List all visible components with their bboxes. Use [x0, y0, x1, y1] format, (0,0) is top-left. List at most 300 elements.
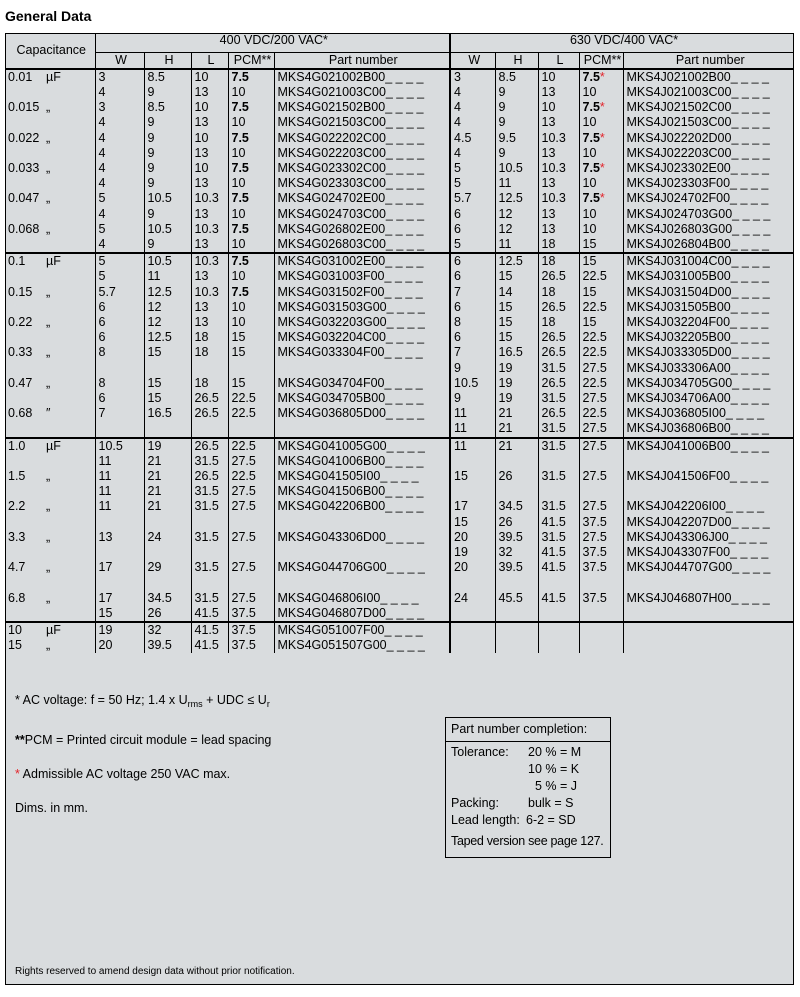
table-row [5, 269, 794, 284]
cell-pcm-value: 7.5 [231, 160, 249, 175]
cell-part-number-value: MKS4J024703G00_ _ _ _ [626, 206, 771, 221]
cell-w [450, 222, 495, 237]
cell-part-number [623, 330, 794, 345]
cell-w [95, 469, 144, 484]
cell-h [144, 69, 191, 85]
cell-h [495, 345, 538, 360]
cell-pcm-value: 7.5 [231, 191, 249, 206]
table-row [5, 361, 794, 376]
cell-pcm-value: 27.5 [582, 390, 607, 405]
cell-pcm [228, 100, 274, 115]
cell-pcm [228, 361, 274, 376]
cell-part-number-value: MKS4G026803C00_ _ _ _ [277, 236, 425, 251]
cell-part-number [274, 100, 450, 115]
cell-l-value: 18 [541, 254, 556, 269]
part-number-completion-box [445, 717, 611, 858]
cell-w [450, 454, 495, 469]
cell-h-value: 9 [147, 176, 155, 191]
cell-pcm-value: 15 [231, 345, 246, 360]
cell-l [191, 438, 228, 454]
cell-h [144, 421, 191, 437]
cell-h-value: 9 [498, 145, 506, 160]
cell-l-value: 10 [541, 69, 556, 84]
cell-part-number [623, 438, 794, 454]
cell-w-value: 20 [98, 638, 113, 653]
capacitance-cell [5, 161, 95, 176]
cell-w-value: 8 [98, 375, 106, 390]
cell-part-number [623, 591, 794, 606]
cell-w [95, 285, 144, 300]
capacitance-cell [5, 499, 95, 514]
cell-h [144, 530, 191, 545]
cell-part-number-value: MKS4J042207D00_ _ _ _ [626, 514, 770, 529]
capacitance-value: 0.15 [8, 284, 33, 299]
cell-l [191, 253, 228, 269]
cell-part-number-value: MKS4J033305D00_ _ _ _ [626, 345, 770, 360]
cell-l [191, 115, 228, 130]
capacitance-value: 0.068 [8, 221, 40, 236]
cell-pcm [228, 622, 274, 638]
cell-part-number-value: MKS4G046807D00_ _ _ _ [277, 605, 425, 620]
cell-h-value: 15 [498, 269, 513, 284]
cell-w-value: 10.5 [98, 438, 123, 453]
cell-h-value: 10.5 [147, 191, 172, 206]
cell-part-number-value: MKS4J022202D00_ _ _ _ [626, 130, 770, 145]
cell-h-value: 21 [147, 499, 162, 514]
header-h: H [144, 52, 191, 69]
cell-pcm-value: 7.5 [582, 160, 600, 175]
cell-w [450, 622, 495, 638]
cell-w-value: 6 [98, 390, 106, 405]
cell-w-value: 11 [454, 438, 467, 453]
cell-l [538, 131, 579, 146]
cell-w-value: 6 [454, 269, 461, 284]
capacitance-unit: „ [46, 314, 51, 329]
cell-h [495, 285, 538, 300]
packing-value: bulk = S [528, 796, 574, 810]
cell-part-number-value: MKS4J034706A00_ _ _ _ [626, 390, 769, 405]
cell-pcm-value: 15 [582, 314, 597, 329]
cell-pcm [579, 376, 623, 391]
cell-part-number [623, 421, 794, 437]
cell-w [95, 69, 144, 85]
cell-h-value: 45.5 [498, 590, 523, 605]
cell-part-number-value: MKS4G041006B00_ _ _ _ [277, 453, 424, 468]
cell-pcm-value: 27.5 [582, 529, 607, 544]
note-red-star: * [15, 767, 20, 781]
cell-l-value: 13 [194, 115, 209, 130]
cell-h-value: 12 [147, 314, 162, 329]
cell-pcm-value: 10 [231, 206, 246, 221]
cell-part-number [623, 545, 794, 560]
cell-h-value: 19 [498, 360, 513, 375]
cell-part-number [274, 622, 450, 638]
table-row [5, 191, 794, 206]
capacitance-cell [5, 622, 95, 638]
cell-l [191, 622, 228, 638]
cell-pcm-value: 22.5 [231, 438, 256, 453]
cell-part-number [274, 484, 450, 499]
cell-pcm-value: 37.5 [582, 514, 607, 529]
cell-w [450, 484, 495, 499]
cell-l [538, 85, 579, 100]
cell-pcm [579, 115, 623, 130]
capacitance-value: 1.0 [8, 438, 26, 453]
cell-w-value: 6 [98, 314, 106, 329]
cell-l-value: 41.5 [541, 514, 566, 529]
table-row [5, 253, 794, 269]
cell-h-value: 19 [498, 390, 513, 405]
cell-l-value: 41.5 [541, 560, 566, 575]
cell-h [144, 131, 191, 146]
table-row [5, 575, 794, 590]
cell-part-number [274, 469, 450, 484]
table-row [5, 438, 794, 454]
cell-part-number-value: MKS4G043306D00_ _ _ _ [277, 529, 425, 544]
cell-part-number [274, 361, 450, 376]
cell-h [144, 300, 191, 315]
cell-pcm-value: 27.5 [231, 484, 256, 499]
cell-part-number [623, 300, 794, 315]
cell-pcm-value: 22.5 [582, 345, 607, 360]
cell-w-value: 4 [98, 176, 106, 191]
cell-pcm-value: 22.5 [231, 468, 256, 483]
cell-pcm [228, 115, 274, 130]
cell-l-value: 13 [194, 206, 209, 221]
cell-l-value: 13 [541, 84, 556, 99]
cell-h [144, 85, 191, 100]
cell-w [95, 100, 144, 115]
cell-part-number [274, 146, 450, 161]
cell-h-value: 9 [498, 84, 506, 99]
cell-part-number [274, 285, 450, 300]
cell-h-value: 15 [147, 345, 162, 360]
cell-l [538, 300, 579, 315]
cell-pcm [228, 499, 274, 514]
cell-l [191, 545, 228, 560]
cell-part-number [623, 269, 794, 284]
cell-w-value: 3 [98, 69, 106, 84]
capacitance-cell [5, 454, 95, 469]
cell-pcm [579, 622, 623, 638]
cell-part-number [274, 421, 450, 437]
capacitance-unit: „ [46, 100, 51, 115]
cell-h-value: 10.5 [147, 254, 172, 269]
cell-part-number [274, 545, 450, 560]
cell-w [450, 237, 495, 253]
cell-l-value: 10.3 [194, 254, 219, 269]
cell-h [144, 406, 191, 421]
cell-h [144, 545, 191, 560]
red-asterisk-mark: * [599, 191, 605, 206]
cell-w [450, 115, 495, 130]
cell-w [95, 575, 144, 590]
cell-part-number [623, 622, 794, 638]
cell-w-value: 4 [454, 145, 461, 160]
cell-w-value: 11 [98, 468, 112, 483]
cell-h [495, 638, 538, 653]
cell-part-number [623, 253, 794, 269]
cell-l-value: 10.3 [194, 221, 219, 236]
capacitance-unit: „ [46, 638, 51, 653]
cell-w [450, 300, 495, 315]
cell-part-number-value: MKS4G051507G00_ _ _ _ [277, 638, 425, 653]
header-l: L [191, 52, 228, 69]
cell-w [450, 176, 495, 191]
cell-l [538, 484, 579, 499]
cell-h-value: 21 [147, 468, 162, 483]
capacitance-unit: „ [46, 130, 51, 145]
cell-h-value: 19 [147, 438, 162, 453]
cell-pcm-value: 10 [231, 299, 246, 314]
table-row [5, 300, 794, 315]
cell-h [144, 575, 191, 590]
table-row [5, 469, 794, 484]
capacitance-cell [5, 100, 95, 115]
cell-h-value: 9 [147, 206, 155, 221]
capacitance-cell [5, 285, 95, 300]
cell-h [495, 406, 538, 421]
cell-pcm [579, 315, 623, 330]
cell-part-number-value: MKS4J042206I00_ _ _ _ [626, 499, 765, 514]
capacitance-cell [5, 406, 95, 421]
cell-l [538, 176, 579, 191]
cell-pcm [579, 591, 623, 606]
cell-part-number-value: MKS4J026803G00_ _ _ _ [626, 221, 771, 236]
lead-length-value: 6-2 = SD [526, 813, 576, 827]
cell-w-value: 8 [98, 345, 106, 360]
cell-pcm-value: 27.5 [582, 499, 607, 514]
capacitance-unit: ″ [46, 406, 51, 421]
cell-part-number-value: MKS4G041505I00_ _ _ _ [277, 468, 419, 483]
capacitance-cell [5, 345, 95, 360]
header-part-number: Part number [623, 52, 794, 69]
capacitance-cell [5, 222, 95, 237]
cell-pcm [579, 161, 623, 176]
cell-pcm [579, 131, 623, 146]
note-pcm-stars: ** [15, 733, 25, 747]
capacitance-value: 0.047 [8, 191, 40, 206]
capacitance-unit: „ [46, 284, 51, 299]
cell-l [191, 361, 228, 376]
capacitance-cell [5, 376, 95, 391]
table-body [5, 69, 794, 654]
cell-h-value: 16.5 [498, 345, 523, 360]
cell-l [538, 438, 579, 454]
cell-l [191, 237, 228, 253]
cell-w [450, 515, 495, 530]
cell-h [144, 361, 191, 376]
cell-l [191, 300, 228, 315]
table-row [5, 285, 794, 300]
cell-w [95, 207, 144, 222]
cell-pcm-value: 27.5 [582, 421, 607, 436]
cell-part-number-value: MKS4G026802E00_ _ _ _ [277, 221, 424, 236]
cell-h [144, 376, 191, 391]
cell-part-number [274, 115, 450, 130]
cell-l-value: 13 [194, 145, 209, 160]
capacitance-value: 0.022 [8, 130, 40, 145]
cell-pcm [579, 530, 623, 545]
cell-w [450, 345, 495, 360]
cell-w-value: 6 [454, 299, 461, 314]
table-row [5, 421, 794, 437]
cell-part-number [623, 191, 794, 206]
cell-pcm-value: 27.5 [231, 560, 256, 575]
cell-l [191, 638, 228, 653]
capacitance-cell [5, 300, 95, 315]
cell-l [538, 115, 579, 130]
cell-w-value: 24 [454, 590, 468, 605]
cell-pcm [579, 454, 623, 469]
cell-pcm [228, 484, 274, 499]
header-group-630v: 630 VDC/400 VAC* [450, 33, 794, 52]
note-admissible-ac-text: Admissible AC voltage 250 VAC max. [19, 767, 231, 781]
cell-l [191, 315, 228, 330]
cell-pcm [228, 207, 274, 222]
cell-l [538, 237, 579, 253]
cell-w-value: 4 [98, 115, 106, 130]
cell-l-value: 41.5 [541, 590, 566, 605]
cell-l-value: 10 [194, 100, 209, 115]
header-h: H [495, 52, 538, 69]
cell-h-value: 12 [498, 221, 513, 236]
cell-part-number-value: MKS4G036805D00_ _ _ _ [277, 406, 425, 421]
cell-part-number [274, 515, 450, 530]
table-row [5, 85, 794, 100]
cell-w-value: 7 [98, 406, 106, 421]
cell-h [495, 530, 538, 545]
capacitance-cell [5, 515, 95, 530]
capacitance-unit: „ [46, 160, 51, 175]
note-subscript-r: r [266, 699, 270, 709]
cell-l [538, 469, 579, 484]
cell-pcm-value: 10 [231, 115, 246, 130]
cell-pcm [228, 146, 274, 161]
capacitance-value: 6.8 [8, 590, 26, 605]
cell-part-number-value: MKS4J023303F00_ _ _ _ [626, 176, 769, 191]
cell-l-value: 31.5 [541, 390, 566, 405]
cell-pcm-value: 37.5 [582, 590, 607, 605]
cell-l-value: 18 [194, 330, 209, 345]
cell-w [95, 376, 144, 391]
cell-w [450, 146, 495, 161]
table-row [5, 622, 794, 638]
cell-pcm [579, 515, 623, 530]
cell-pcm [579, 560, 623, 575]
red-asterisk-mark: * [599, 100, 605, 115]
table-row [5, 499, 794, 514]
cell-w-value: 7 [454, 284, 461, 299]
cell-part-number-value: MKS4G042206B00_ _ _ _ [277, 499, 424, 514]
cell-part-number-value: MKS4G031503G00_ _ _ _ [277, 299, 425, 314]
cell-part-number-value: MKS4G021003C00_ _ _ _ [277, 84, 425, 99]
cell-part-number [274, 176, 450, 191]
cell-pcm [579, 499, 623, 514]
cell-pcm-value: 7.5 [582, 191, 600, 206]
cell-l [191, 406, 228, 421]
table-row [5, 515, 794, 530]
table-row [5, 161, 794, 176]
cell-w [450, 499, 495, 514]
table-row [5, 406, 794, 421]
cell-l-value: 31.5 [194, 499, 219, 514]
cell-h [144, 391, 191, 406]
cell-l [191, 285, 228, 300]
cell-pcm [228, 161, 274, 176]
note-pcm [15, 733, 271, 747]
cell-w-value: 5 [98, 191, 106, 206]
cell-l [191, 454, 228, 469]
cell-l [538, 406, 579, 421]
tolerance-label: Tolerance: [451, 745, 509, 759]
cell-h-value: 10.5 [147, 221, 172, 236]
capacitance-unit: „ [46, 221, 51, 236]
cell-l-value: 26.5 [194, 390, 219, 405]
cell-h-value: 9 [498, 115, 506, 130]
cell-pcm-value: 7.5 [231, 130, 249, 145]
cell-part-number [274, 575, 450, 590]
cell-l [538, 515, 579, 530]
cell-pcm [579, 406, 623, 421]
cell-part-number [623, 606, 794, 622]
footer-disclaimer: Rights reserved to amend design data without prior notification. [15, 966, 295, 977]
cell-part-number [623, 530, 794, 545]
cell-w [95, 330, 144, 345]
cell-h-value: 9 [147, 145, 155, 160]
cell-pcm-value: 22.5 [231, 390, 256, 405]
cell-l-value: 31.5 [194, 529, 219, 544]
table-row [5, 484, 794, 499]
cell-pcm [228, 131, 274, 146]
cell-pcm [228, 406, 274, 421]
cell-w-value: 17 [98, 590, 113, 605]
cell-pcm [579, 438, 623, 454]
cell-h-value: 26 [147, 605, 162, 620]
header-part-number: Part number [274, 52, 450, 69]
table-row [5, 237, 794, 253]
cell-part-number-value: MKS4G022202C00_ _ _ _ [277, 130, 425, 145]
cell-pcm [228, 391, 274, 406]
cell-w-value: 5.7 [454, 191, 472, 206]
cell-h-value: 19 [498, 375, 513, 390]
cell-w [450, 131, 495, 146]
capacitance-value: 0.68 [8, 406, 33, 421]
cell-l-value: 18 [194, 345, 209, 360]
cell-part-number-value: MKS4G041005G00_ _ _ _ [277, 438, 425, 453]
cell-w-value: 19 [98, 623, 113, 638]
cell-h-value: 12.5 [498, 254, 523, 269]
cell-l [191, 269, 228, 284]
cell-l [191, 591, 228, 606]
capacitance-cell [5, 253, 95, 269]
cell-part-number-value: MKS4G024703C00_ _ _ _ [277, 206, 425, 221]
cell-l-value: 18 [194, 375, 209, 390]
cell-part-number [274, 530, 450, 545]
cell-h [144, 454, 191, 469]
cell-pcm-value: 37.5 [582, 560, 607, 575]
capacitance-cell [5, 591, 95, 606]
table-row [5, 560, 794, 575]
cell-h [495, 269, 538, 284]
cell-h-value: 26 [498, 468, 513, 483]
cell-w [95, 484, 144, 499]
cell-l [191, 484, 228, 499]
cell-h-value: 21 [498, 421, 513, 436]
cell-w [95, 499, 144, 514]
cell-h-value: 11 [147, 269, 161, 284]
cell-w [450, 469, 495, 484]
